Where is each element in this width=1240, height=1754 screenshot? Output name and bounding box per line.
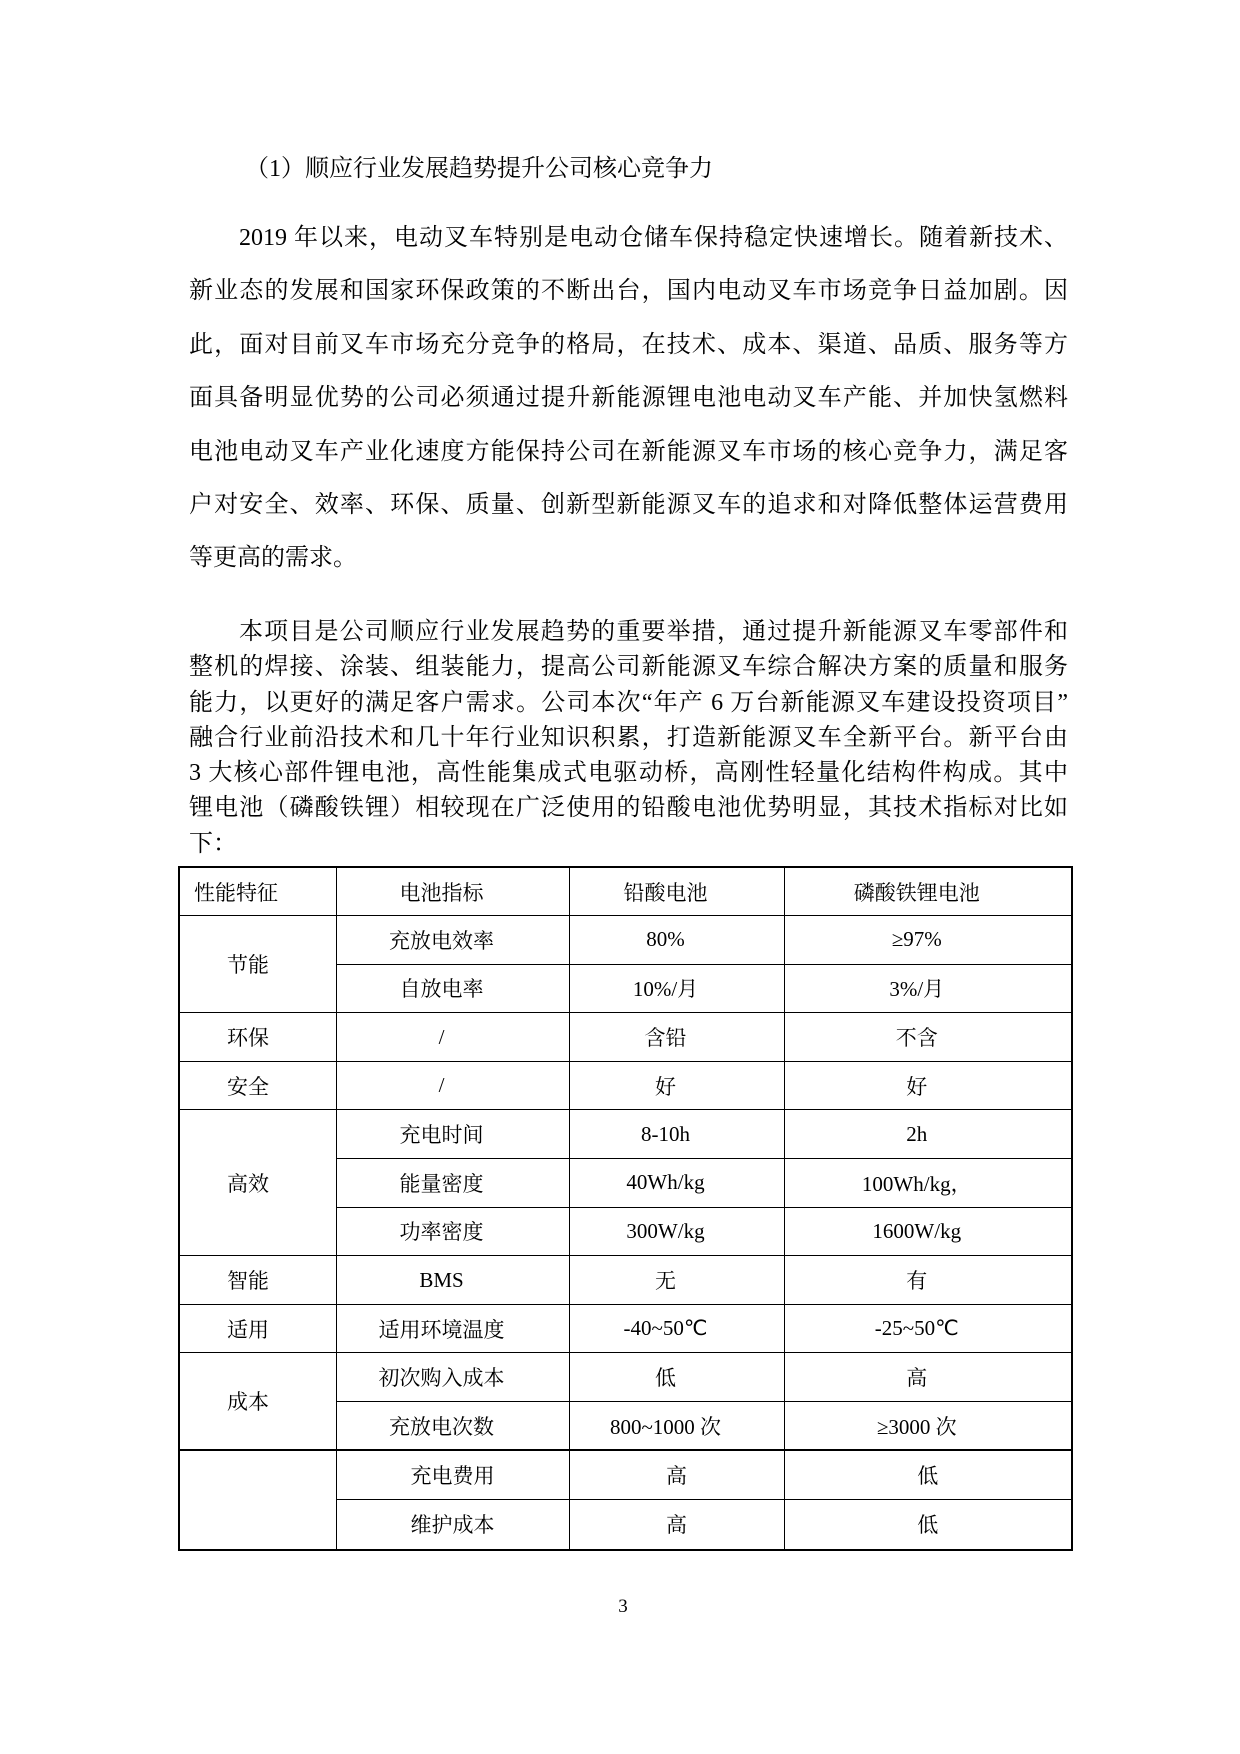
indicator-cell: 能量密度 <box>336 1159 569 1208</box>
lifepo4-cell: -25~50℃ <box>784 1304 1072 1353</box>
lifepo4-cell: 低 <box>784 1500 1072 1550</box>
feature-cell: 成本 <box>179 1353 336 1450</box>
table-row <box>179 1110 1072 1159</box>
section-heading: （1）顺应行业发展趋势提升公司核心竞争力 <box>245 156 713 182</box>
paragraph-line: 电池电动叉车产业化速度方能保持公司在新能源叉车市场的核心竞争力，满足客 <box>189 438 1068 465</box>
battery-comparison-table-continued <box>178 1449 1073 1551</box>
paragraph-line: 锂电池（磷酸铁锂）相较现在广泛使用的铅酸电池优势明显，其技术指标对比如 <box>189 795 1068 822</box>
indicator-cell: 初次购入成本 <box>336 1353 569 1402</box>
lead-acid-cell: 80% <box>569 916 784 965</box>
feature-cell: 智能 <box>179 1256 336 1305</box>
indicator-cell: BMS <box>336 1256 569 1305</box>
column-header-indicator: 电池指标 <box>336 867 569 916</box>
indicator-cell: 充放电效率 <box>336 916 569 965</box>
lead-acid-cell: 含铅 <box>569 1013 784 1062</box>
table-row <box>179 1450 1072 1500</box>
indicator-cell: / <box>336 1013 569 1062</box>
lifepo4-cell: 3%/月 <box>784 964 1072 1013</box>
lifepo4-cell: 不含 <box>784 1013 1072 1062</box>
column-header-lead-acid: 铅酸电池 <box>569 867 784 916</box>
empty-feature-cell <box>179 1450 336 1550</box>
indicator-cell: 充电时间 <box>336 1110 569 1159</box>
lead-acid-cell: 10%/月 <box>569 964 784 1013</box>
table-row <box>179 1304 1072 1353</box>
lead-acid-cell: 高 <box>569 1500 784 1550</box>
lead-acid-cell: 40Wh/kg <box>569 1159 784 1208</box>
indicator-cell: 自放电率 <box>336 964 569 1013</box>
paragraph-line: 能力，以更好的满足客户需求。公司本次“年产 6 万台新能源叉车建设投资项目” <box>189 689 1068 716</box>
page-number: 3 <box>618 1596 628 1617</box>
table-row <box>179 1353 1072 1402</box>
paragraph-line: 2019 年以来，电动叉车特别是电动仓储车保持稳定快速增长。随着新技术、 <box>239 225 1068 251</box>
lifepo4-cell: 100Wh/kg， <box>784 1159 1072 1208</box>
indicator-cell: 充电费用 <box>336 1450 569 1500</box>
indicator-cell: 充放电次数 <box>336 1402 569 1451</box>
paragraph-2 <box>189 615 1068 862</box>
indicator-cell: 适用环境温度 <box>336 1304 569 1353</box>
lifepo4-cell: ≥97% <box>784 916 1072 965</box>
lifepo4-cell: 有 <box>784 1256 1072 1305</box>
battery-comparison-table <box>178 866 1073 1451</box>
paragraph-line: 等更高的需求。 <box>189 545 357 572</box>
feature-cell: 适用 <box>179 1304 336 1353</box>
lead-acid-cell: 8-10h <box>569 1110 784 1159</box>
lifepo4-cell: 2h <box>784 1110 1072 1159</box>
paragraph-line: 下： <box>189 830 237 857</box>
lead-acid-cell: 800~1000 次 <box>569 1402 784 1451</box>
feature-cell: 高效 <box>179 1110 336 1256</box>
lifepo4-cell: 低 <box>784 1450 1072 1500</box>
indicator-cell: 功率密度 <box>336 1207 569 1256</box>
table-row <box>179 1013 1072 1062</box>
paragraph-1 <box>189 212 1068 586</box>
paragraph-line: 3 大核心部件锂电池，高性能集成式电驱动桥，高刚性轻量化结构件构成。其中 <box>189 760 1068 787</box>
paragraph-line: 整机的焊接、涂装、组装能力，提高公司新能源叉车综合解决方案的质量和服务 <box>189 654 1068 681</box>
feature-cell: 安全 <box>179 1061 336 1110</box>
paragraph-line: 本项目是公司顺应行业发展趋势的重要举措，通过提升新能源叉车零部件和 <box>239 619 1068 645</box>
lifepo4-cell: 好 <box>784 1061 1072 1110</box>
lead-acid-cell: 300W/kg <box>569 1207 784 1256</box>
column-header-feature: 性能特征 <box>179 867 336 916</box>
lead-acid-cell: 无 <box>569 1256 784 1305</box>
table-row <box>179 916 1072 965</box>
column-header-lifepo4: 磷酸铁锂电池 <box>784 867 1072 916</box>
lead-acid-cell: 好 <box>569 1061 784 1110</box>
lifepo4-cell: ≥3000 次 <box>784 1402 1072 1451</box>
paragraph-line: 户对安全、效率、环保、质量、创新型新能源叉车的追求和对降低整体运营费用 <box>189 491 1068 518</box>
table-header-row <box>179 867 1072 916</box>
table-row <box>179 1061 1072 1110</box>
indicator-cell: / <box>336 1061 569 1110</box>
paragraph-line: 面具备明显优势的公司必须通过提升新能源锂电池电动叉车产能、并加快氢燃料 <box>189 385 1068 412</box>
feature-cell: 节能 <box>179 916 336 1013</box>
lifepo4-cell: 高 <box>784 1353 1072 1402</box>
indicator-cell: 维护成本 <box>336 1500 569 1550</box>
lead-acid-cell: 低 <box>569 1353 784 1402</box>
paragraph-line: 此，面对目前叉车市场充分竞争的格局，在技术、成本、渠道、品质、服务等方 <box>189 331 1068 358</box>
lead-acid-cell: -40~50℃ <box>569 1304 784 1353</box>
lifepo4-cell: 1600W/kg <box>784 1207 1072 1256</box>
paragraph-line: 融合行业前沿技术和几十年行业知识积累，打造新能源叉车全新平台。新平台由 <box>189 724 1068 751</box>
lead-acid-cell: 高 <box>569 1450 784 1500</box>
table-row <box>179 1256 1072 1305</box>
paragraph-line: 新业态的发展和国家环保政策的不断出台，国内电动叉车市场竞争日益加剧。因 <box>189 278 1068 305</box>
feature-cell: 环保 <box>179 1013 336 1062</box>
